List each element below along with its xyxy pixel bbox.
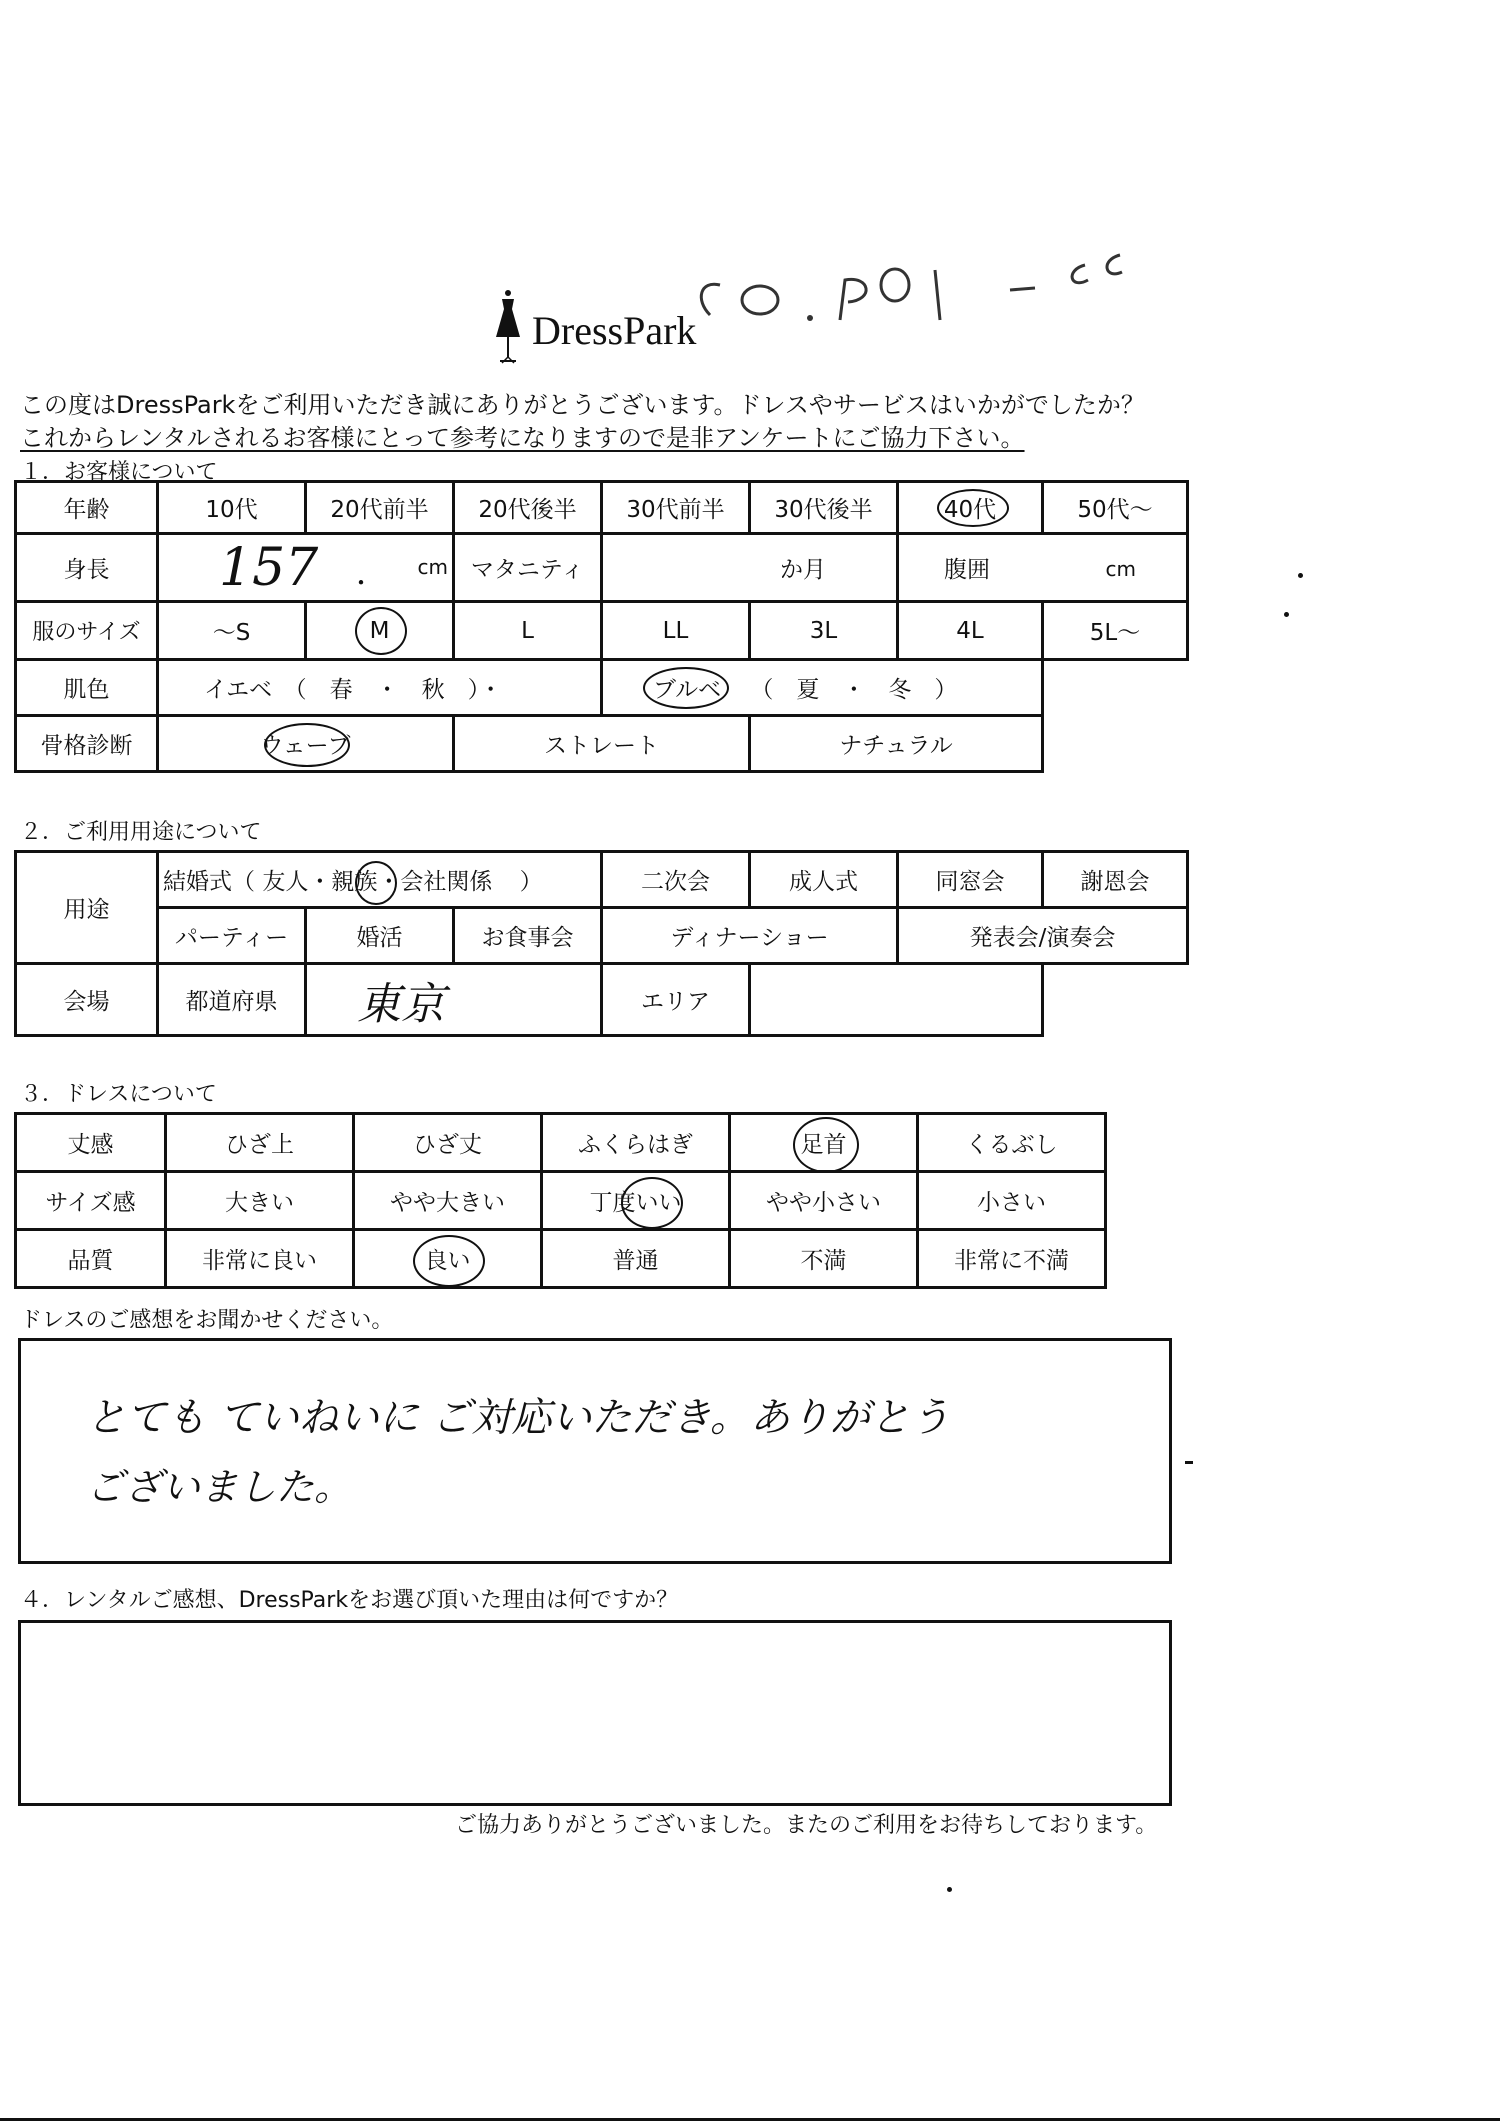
purpose-option[interactable]: 謝恩会 (1043, 852, 1188, 908)
maternity-field[interactable] (602, 534, 898, 602)
dress-comment-line-1: とても ていねいに ご対応いただき。ありがとう (86, 1395, 950, 1441)
length-option[interactable]: ふくらはぎ (542, 1114, 730, 1172)
length-option[interactable]: くるぶし (918, 1114, 1106, 1172)
wedding-prefix: 結婚式（ (163, 869, 255, 895)
size-feel-option-label: 丁度いい (589, 1190, 682, 1216)
size-feel-option-selected[interactable] (542, 1172, 730, 1230)
maternity-label: マタニティ (454, 534, 602, 602)
quality-option[interactable]: 不満 (730, 1230, 918, 1288)
quality-option[interactable]: 非常に不満 (918, 1230, 1106, 1288)
section-1-title: １．お客様について (20, 460, 218, 485)
usage-table (14, 850, 1189, 1037)
length-option-label: 足首 (800, 1132, 847, 1158)
dress-table (14, 1112, 1107, 1289)
prefecture-label: 都道府県 (158, 964, 306, 1036)
quality-option-selected[interactable] (354, 1230, 542, 1288)
purpose-option[interactable]: 成人式 (750, 852, 898, 908)
purpose-option[interactable]: 婚活 (306, 908, 454, 964)
length-option[interactable]: ひざ上 (166, 1114, 354, 1172)
length-option-selected[interactable] (730, 1114, 918, 1172)
quality-option[interactable]: 普通 (542, 1230, 730, 1288)
height-unit: cm (417, 555, 448, 579)
wedding-option[interactable]: 結婚式（ 友人・親族・会社関係 ） (158, 852, 602, 908)
waist-unit: cm (1105, 557, 1136, 581)
dress-comment-prompt: ドレスのご感想をお聞かせください。 (20, 1308, 394, 1333)
handwritten-code-scribble (690, 220, 1150, 340)
purpose-option[interactable]: お食事会 (454, 908, 602, 964)
height-field[interactable]: 157 ・ cm (158, 534, 454, 602)
age-option[interactable]: 30代前半 (602, 482, 750, 534)
prefecture-value: 東京 (357, 978, 445, 1030)
frame-option-label: ウェーブ (260, 733, 351, 759)
page-bottom-edge (0, 2118, 1500, 2121)
waist-label: 腹囲 (944, 557, 990, 583)
section-3-title: ３．ドレスについて (20, 1082, 217, 1107)
age-option[interactable]: 30代後半 (750, 482, 898, 534)
customer-info-table (14, 480, 1189, 773)
quality-label: 品質 (16, 1230, 166, 1288)
size-option[interactable]: L (454, 602, 602, 660)
scan-speck (1298, 573, 1303, 578)
size-feel-option[interactable]: やや小さい (730, 1172, 918, 1230)
area-label: エリア (602, 964, 750, 1036)
quality-option[interactable]: 非常に良い (166, 1230, 354, 1288)
purpose-option[interactable]: 二次会 (602, 852, 750, 908)
section-2-title: ２．ご利用用途について (20, 820, 262, 845)
skin-label: 肌色 (16, 660, 158, 716)
scan-speck (1284, 612, 1289, 617)
size-feel-option[interactable]: 小さい (918, 1172, 1106, 1230)
intro-line-2: これからレンタルされるお客様にとって参考になりますので是非アンケートにご協力下さい。 (20, 424, 1025, 452)
height-label: 身長 (16, 534, 158, 602)
age-option[interactable]: 50代～ (1043, 482, 1188, 534)
rental-comment-box[interactable] (18, 1620, 1172, 1806)
age-label: 年齢 (16, 482, 158, 534)
waist-field[interactable] (898, 534, 1188, 602)
wedding-suffix: ） (519, 869, 543, 895)
length-option[interactable]: ひざ丈 (354, 1114, 542, 1172)
frame-option-selected[interactable] (158, 716, 454, 772)
scan-speck (947, 1887, 952, 1892)
logo-text: DressPark (532, 308, 697, 353)
size-feel-option[interactable]: やや大きい (354, 1172, 542, 1230)
frame-label: 骨格診断 (16, 716, 158, 772)
dress-comment-box[interactable] (18, 1338, 1172, 1564)
wedding-company: 会社関係 (400, 869, 493, 895)
skin-blue-label: ブルベ (653, 677, 722, 703)
venue-label: 会場 (16, 964, 158, 1036)
clothes-size-label: 服のサイズ (16, 602, 158, 660)
age-option[interactable]: 20代後半 (454, 482, 602, 534)
purpose-option[interactable]: 同窓会 (898, 852, 1043, 908)
size-option[interactable]: 3L (750, 602, 898, 660)
size-option[interactable]: 4L (898, 602, 1043, 660)
purpose-label: 用途 (16, 852, 158, 964)
closing-message: ご協力ありがとうございました。またのご利用をお待ちしております。 (455, 1813, 1158, 1838)
maternity-unit: か月 (780, 557, 826, 583)
frame-option[interactable]: ストレート (454, 716, 750, 772)
wedding-friend: 友人 (262, 869, 309, 895)
dress-form-icon (490, 285, 530, 370)
skin-yellow-option[interactable]: イエベ （ 春 ・ 秋 ）・ (158, 660, 602, 716)
section-4-title: ４．レンタルご感想、DressParkをお選び頂いた理由は何ですか？ (20, 1588, 679, 1613)
size-option-label: M (369, 617, 390, 644)
purpose-option[interactable]: パーティー (158, 908, 306, 964)
age-option-selected[interactable] (898, 482, 1043, 534)
purpose-option[interactable]: ディナーショー (602, 908, 898, 964)
intro-line-1: この度はDressParkをご利用いただき誠にありがとうございます。ドレスやサービスはいかがでしたか？ (20, 391, 1145, 419)
age-option[interactable]: 20代前半 (306, 482, 454, 534)
frame-option[interactable]: ナチュラル (750, 716, 1043, 772)
size-option[interactable]: 5L～ (1043, 602, 1188, 660)
scan-speck (1185, 1461, 1193, 1464)
quality-option-label: 良い (424, 1248, 471, 1274)
size-option[interactable]: ～S (158, 602, 306, 660)
purpose-option[interactable]: 発表会/演奏会 (898, 908, 1188, 964)
length-label: 丈感 (16, 1114, 166, 1172)
wedding-relative-selected: 親族 (331, 869, 378, 895)
skin-blue-option[interactable] (602, 660, 1043, 716)
area-field[interactable] (750, 964, 1043, 1036)
size-feel-label: サイズ感 (16, 1172, 166, 1230)
age-option[interactable]: 10代 (158, 482, 306, 534)
age-option-label: 40代 (943, 497, 997, 523)
size-option[interactable]: LL (602, 602, 750, 660)
prefecture-field[interactable] (306, 964, 602, 1036)
size-feel-option[interactable]: 大きい (166, 1172, 354, 1230)
height-value: 157 (219, 537, 319, 598)
size-option-selected[interactable] (306, 602, 454, 660)
skin-blue-seasons: （ 夏 ・ 冬 ） (750, 677, 958, 703)
dress-comment-line-2: ございました。 (86, 1465, 353, 1509)
